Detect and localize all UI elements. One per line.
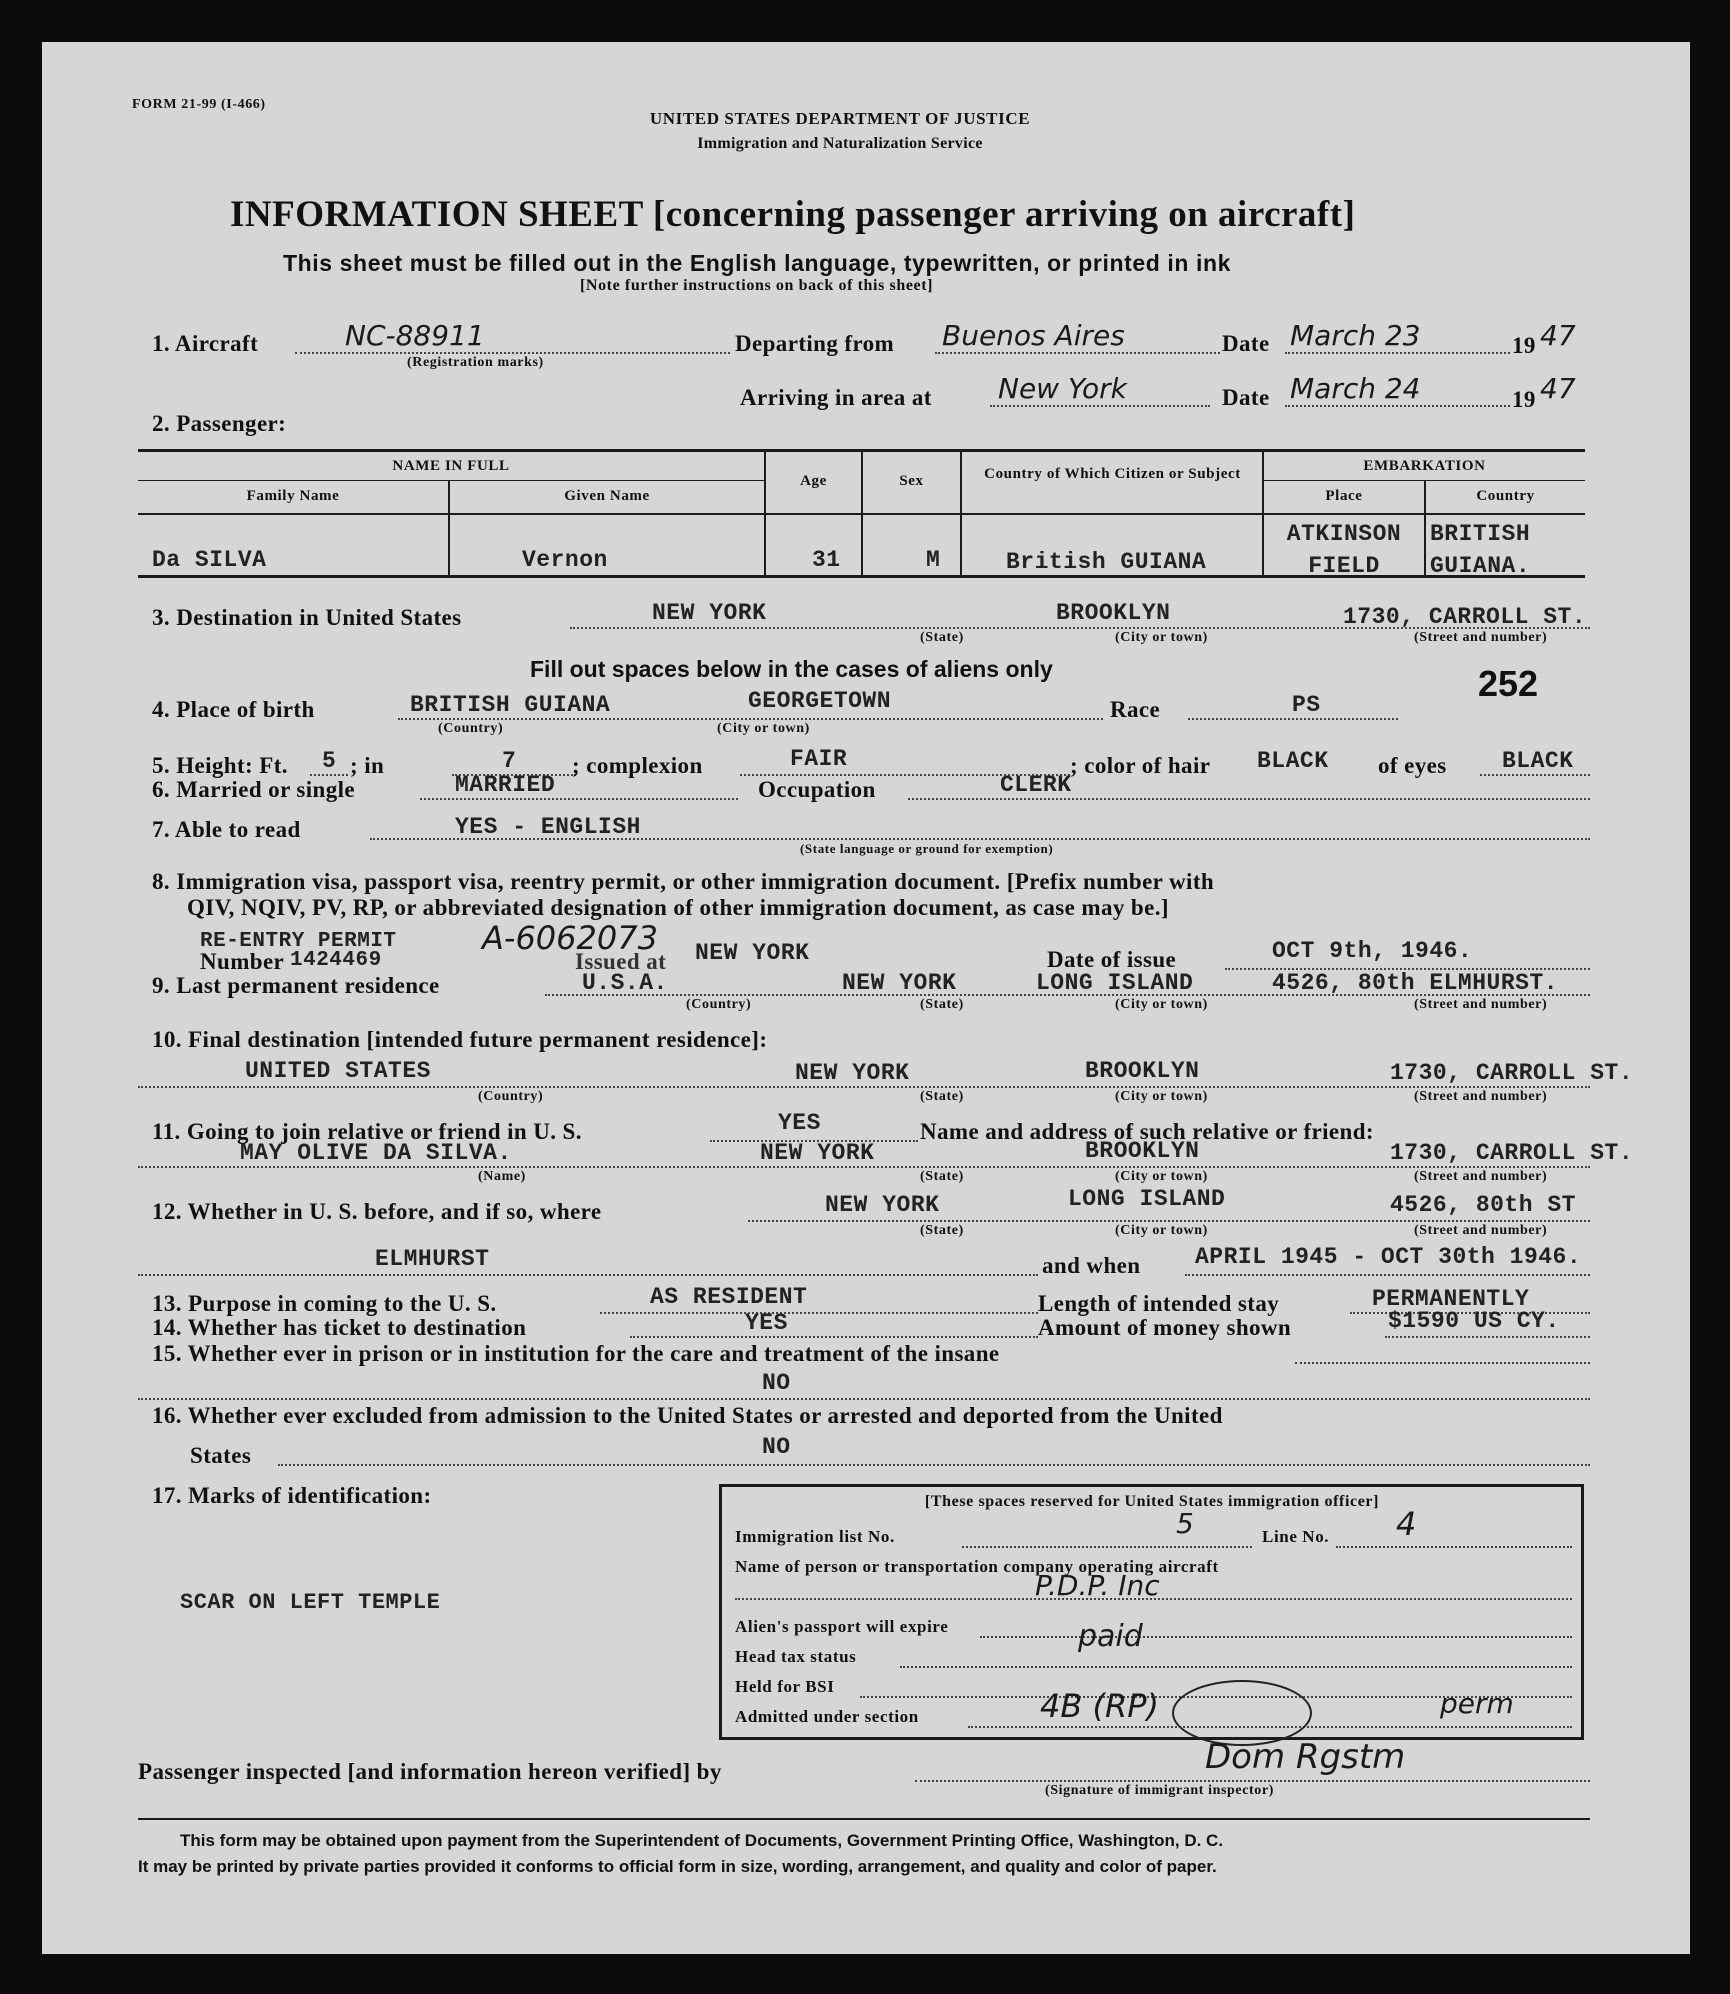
q11-street: 1730, CARROLL ST. (1390, 1140, 1634, 1166)
q11-city: BROOKLYN (1085, 1138, 1200, 1164)
handwritten-number: A-6062073 (482, 919, 658, 957)
eyes-label: of eyes (1378, 753, 1447, 778)
q3-street-caption: (Street and number) (1414, 630, 1548, 645)
money-label: Amount of money shown (1038, 1315, 1292, 1340)
q2-label: 2. Passenger: (152, 411, 287, 436)
hair-label: ; color of hair (1070, 753, 1211, 778)
relative-name: MAY OLIVE DA SILVA. (240, 1140, 512, 1166)
q11-state: NEW YORK (760, 1140, 875, 1166)
footer-line1: This form may be obtained upon payment from the Superintendent of Documents, Government Printing Office, Washington, D. C. (180, 1831, 1224, 1850)
q10-country-caption: (Country) (478, 1089, 544, 1104)
doc-type: RE-ENTRY PERMIT (200, 930, 397, 953)
q6-label: 6. Married or single (152, 777, 356, 802)
q11-state-caption: (State) (920, 1169, 964, 1184)
age-header: Age (800, 473, 827, 489)
company-value: P.D.P. Inc (1035, 1569, 1160, 1602)
q3-state: NEW YORK (652, 600, 767, 626)
height-ft: 5 (322, 748, 337, 774)
departing-value: Buenos Aires (942, 319, 1125, 352)
q13-value: AS RESIDENT (650, 1284, 808, 1310)
arriving-label: Arriving in area at (740, 385, 932, 410)
stay-value: PERMANENTLY (1372, 1286, 1530, 1312)
q3-label: 3. Destination in United States (152, 605, 462, 630)
given-name: Vernon (522, 547, 608, 573)
embark-place: ATKINSON FIELD (1286, 521, 1402, 579)
list-no: 5 (1176, 1507, 1194, 1540)
section-label: Admitted under section (735, 1707, 919, 1726)
sex-value: M (926, 547, 941, 573)
q17-label: 17. Marks of identification: (152, 1483, 432, 1508)
q12-state-caption: (State) (920, 1223, 964, 1238)
q10-state-caption: (State) (920, 1089, 964, 1104)
line-no: 4 (1396, 1505, 1417, 1543)
when-label: and when (1042, 1253, 1141, 1278)
line-label: Line No. (1262, 1527, 1330, 1546)
q10-label: 10. Final destination [intended future permanent residence]: (152, 1027, 768, 1052)
date-issue-label: Date of issue (1047, 947, 1177, 972)
note: [Note further instructions on back of this sheet] (580, 277, 934, 294)
q3-city-caption: (City or town) (1115, 630, 1208, 645)
q7-value: YES - ENGLISH (455, 814, 641, 840)
q10-country: UNITED STATES (245, 1058, 431, 1084)
q7-label: 7. Able to read (152, 817, 301, 842)
q1-label: 1. Aircraft (152, 331, 259, 356)
family-header: Family Name (246, 488, 340, 504)
q10-city: BROOKLYN (1085, 1058, 1200, 1084)
q9-state-caption: (State) (920, 997, 964, 1012)
departing-label: Departing from (735, 331, 895, 356)
q11-answer: YES (778, 1110, 821, 1136)
birth-city: GEORGETOWN (748, 688, 892, 714)
page-title: INFORMATION SHEET [concerning passenger arriving on aircraft] (230, 194, 1356, 235)
q9-state: NEW YORK (842, 970, 957, 996)
q14-value: YES (745, 1310, 788, 1336)
race-value: PS (1292, 692, 1321, 718)
q15-value: NO (762, 1370, 791, 1396)
issued-at: NEW YORK (695, 940, 810, 966)
q11-street-caption: (Street and number) (1414, 1169, 1548, 1184)
complexion-label: ; complexion (572, 753, 703, 778)
officer-header: [These spaces reserved for United States immigration officer] (924, 1493, 1380, 1510)
q11-city-caption: (City or town) (1115, 1169, 1208, 1184)
q8-line1: 8. Immigration visa, passport visa, reentry permit, or other immigration document. [Prefix number with (152, 869, 1215, 894)
embark-header: EMBARKATION (1363, 458, 1486, 474)
q4-label: 4. Place of birth (152, 697, 315, 722)
reg-caption: (Registration marks) (407, 355, 544, 370)
height-in: 7 (502, 748, 517, 774)
in-label: ; in (350, 753, 385, 778)
money-value: $1590 US CY. (1388, 1308, 1560, 1334)
name-header: NAME IN FULL (392, 458, 510, 474)
q15-label: 15. Whether ever in prison or in institution for the care and treatment of the insane (152, 1341, 1000, 1366)
q9-city: LONG ISLAND (1036, 970, 1194, 996)
year-prefix-2: 19 (1512, 387, 1536, 412)
q3-street: 1730, CARROLL ST. (1343, 604, 1587, 630)
age-value: 31 (812, 547, 841, 573)
race-label: Race (1110, 697, 1161, 722)
date-issue: OCT 9th, 1946. (1272, 938, 1473, 964)
q8-line2: QIV, NQIV, PV, RP, or abbreviated designation of other immigration document, as case may be.] (187, 895, 1169, 920)
embark-country-header: Country (1476, 488, 1535, 504)
q12-city: LONG ISLAND (1068, 1186, 1226, 1212)
birth-country: BRITISH GUIANA (410, 692, 611, 718)
q9-city-caption: (City or town) (1115, 997, 1208, 1012)
q5-label: 5. Height: Ft. (152, 753, 288, 778)
q3-state-caption: (State) (920, 630, 964, 645)
citizen-header: Country of Which Citizen or Subject (984, 466, 1241, 482)
q12-city-caption: (City or town) (1115, 1223, 1208, 1238)
q10-city-caption: (City or town) (1115, 1089, 1208, 1104)
list-label: Immigration list No. (735, 1527, 895, 1546)
when-value: APRIL 1945 - OCT 30th 1946. (1195, 1244, 1582, 1270)
q4-city-caption: (City or town) (717, 721, 810, 736)
sex-header: Sex (899, 473, 924, 489)
issued-label: Issued at (575, 949, 667, 974)
depart-date: March 23 (1290, 319, 1421, 352)
q12-state: NEW YORK (825, 1192, 940, 1218)
aliens-only: Fill out spaces below in the cases of aliens only (530, 656, 1053, 682)
bsi-label: Held for BSI (735, 1677, 835, 1696)
section-value: 4B (RP) (1040, 1687, 1159, 1725)
q7-caption: (State language or ground for exemption) (800, 841, 1054, 856)
eyes-value: BLACK (1502, 748, 1574, 774)
q16-value: NO (762, 1434, 791, 1460)
given-header: Given Name (564, 488, 650, 504)
family-name: Da SILVA (152, 547, 267, 573)
q13-label: 13. Purpose in coming to the U. S. (152, 1291, 497, 1316)
hair-value: BLACK (1257, 748, 1329, 774)
q12-extra: ELMHURST (375, 1246, 490, 1272)
section-note: perm (1440, 1687, 1514, 1720)
aircraft-value: NC-88911 (345, 319, 485, 352)
q10-street-caption: (Street and number) (1414, 1089, 1548, 1104)
service: Immigration and Naturalization Service (697, 135, 983, 152)
q17-value: SCAR ON LEFT TEMPLE (180, 1590, 441, 1615)
department: UNITED STATES DEPARTMENT OF JUSTICE (649, 109, 1031, 128)
citizen-value: British GUIANA (1006, 549, 1207, 575)
q9-country-caption: (Country) (686, 997, 752, 1012)
q12-street-caption: (Street and number) (1414, 1223, 1548, 1238)
form-id: FORM 21-99 (I-466) (132, 97, 266, 112)
complexion-value: FAIR (790, 746, 848, 772)
q4-country-caption: (Country) (438, 721, 504, 736)
instruction: This sheet must be filled out in the English language, typewritten, or printed in ink (283, 250, 1232, 276)
q16-line1: 16. Whether ever excluded from admission to the United States or arrested and deported from the United (152, 1403, 1223, 1428)
footer-line2: It may be printed by private parties provided it conforms to official form in size, wording, arrangement, and quality and color of paper. (138, 1857, 1217, 1876)
q11-label: 11. Going to join relative or friend in U. S. (152, 1119, 582, 1144)
arrive-date: March 24 (1290, 372, 1421, 405)
headtax-label: Head tax status (735, 1647, 857, 1666)
occupation-label: Occupation (758, 777, 876, 802)
stay-label: Length of intended stay (1038, 1291, 1280, 1316)
headtax-value: paid (1078, 1619, 1143, 1654)
inspector-signature: Dom Rgstm (1205, 1737, 1406, 1777)
q12-label: 12. Whether in U. S. before, and if so, where (152, 1199, 602, 1224)
passport-label: Alien's passport will expire (735, 1617, 949, 1636)
depart-year: 47 (1540, 319, 1576, 352)
company-label: Name of person or transportation company operating aircraft (735, 1557, 1219, 1576)
marital-value: MARRIED (455, 772, 556, 798)
q14-label: 14. Whether has ticket to destination (152, 1315, 527, 1340)
inspected-label: Passenger inspected [and information hereon verified] by (138, 1759, 722, 1784)
q10-state: NEW YORK (795, 1060, 910, 1086)
occupation-value: CLERK (1000, 772, 1072, 798)
signature-caption: (Signature of immigrant inspector) (1045, 1783, 1274, 1798)
arriving-value: New York (998, 372, 1127, 405)
q11-name-caption: (Name) (478, 1169, 526, 1184)
number-252: 252 (1478, 663, 1539, 704)
q16-line2: States (190, 1443, 252, 1468)
doc-number: 1424469 (290, 949, 382, 972)
q9-street-caption: (Street and number) (1414, 997, 1548, 1012)
q9-country: U.S.A. (582, 970, 668, 996)
place-header: Place (1325, 488, 1363, 504)
q9-label: 9. Last permanent residence (152, 973, 440, 998)
q10-street: 1730, CARROLL ST. (1390, 1060, 1634, 1086)
date-label-2: Date (1222, 385, 1270, 410)
date-label-1: Date (1222, 331, 1270, 356)
q12-street: 4526, 80th ST (1390, 1192, 1576, 1218)
arrive-year: 47 (1540, 372, 1576, 405)
q11-name-addr-label: Name and address of such relative or friend: (920, 1119, 1374, 1144)
q3-city: BROOKLYN (1056, 600, 1171, 626)
year-prefix-1: 19 (1512, 333, 1536, 358)
number-label: Number (200, 949, 285, 974)
q9-street: 4526, 80th ELMHURST. (1272, 970, 1559, 996)
embark-country: BRITISH GUIANA. (1430, 521, 1531, 579)
